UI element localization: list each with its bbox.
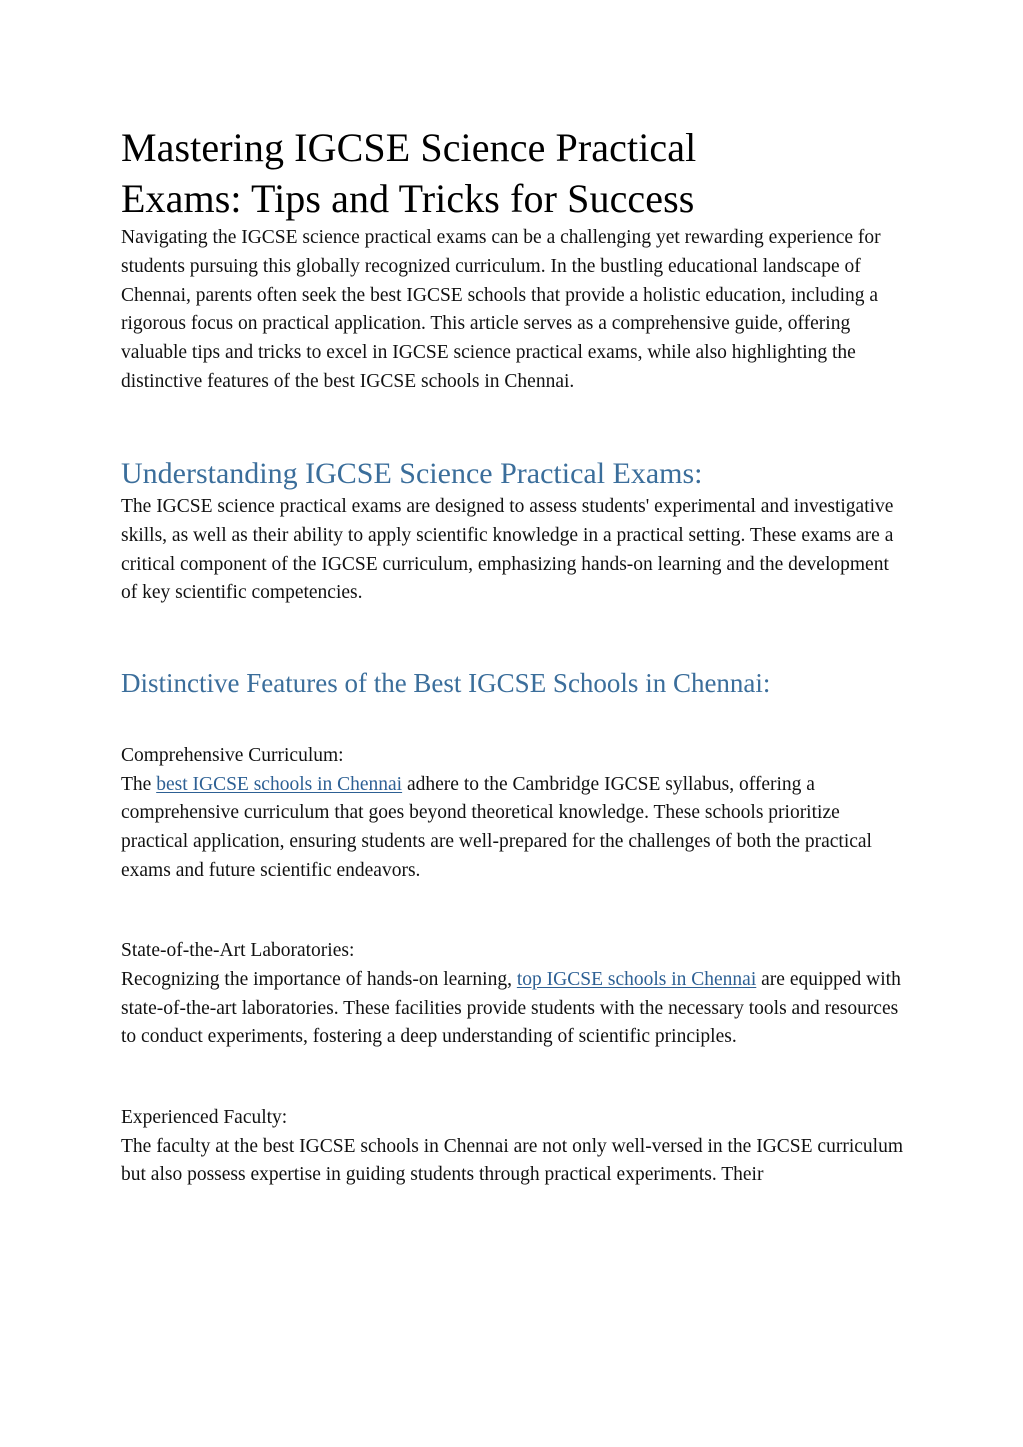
paragraph-state-of-the-art-laboratories: [121, 966, 903, 1052]
intro-paragraph: Navigating the IGCSE science practical exams can be a challenging yet rewarding experience for students pursuing this globally recognized curriculum. In the bustling educational landscape of Chennai, parents often seek the best IGCSE schools that provide a holistic education, including a rigorous focus on practical application. This article serves as a comprehensive guide, offering valuable tips and tricks to excel in IGCSE science practical exams, while also highlighting the distinctive features of the best IGCSE schools in Chennai.: [121, 227, 881, 392]
link-best-igcse-schools-in-chennai[interactable]: best IGCSE schools in Chennai: [156, 773, 403, 795]
paragraph-text-lead: Recognizing the importance of hands-on learning,: [121, 968, 517, 990]
subheading-comprehensive-curriculum: Comprehensive Curriculum:: [121, 745, 344, 767]
paragraph-comprehensive-curriculum: [121, 771, 903, 886]
section-heading-understanding: Understanding IGCSE Science Practical Exams:: [121, 457, 703, 491]
paragraph-experienced-faculty: The faculty at the best IGCSE schools in Chennai are not only well-versed in the IGCSE curriculum but also possess expertise in guiding students through practical experiments. Their: [121, 1135, 903, 1186]
subheading-experienced-faculty: Experienced Faculty:: [121, 1106, 288, 1128]
paragraph-text-tail: adhere to the Cambridge IGCSE syllabus, offering a comprehensive curriculum that goes beyond theoretical knowledge. These schools prioritize practical application, ensuring students are well-prepared for the challenges of both the practical exams and future scientific endeavors.: [121, 773, 872, 881]
paragraph-text-lead: The: [121, 773, 157, 795]
subheading-state-of-the-art-laboratories: State-of-the-Art Laboratories:: [121, 940, 355, 962]
document-content: [121, 122, 903, 1190]
link-top-igcse-schools-in-chennai[interactable]: top IGCSE schools in Chennai: [516, 968, 757, 990]
paragraph-text-tail: are equipped with state-of-the-art laboratories. These facilities provide students with the necessary tools and resources to conduct experiments, fostering a deep understanding of scientific principles.: [121, 968, 901, 1048]
section-heading-distinctive-features: Distinctive Features of the Best IGCSE Schools in Chennai:: [121, 667, 771, 698]
section-paragraph-understanding: The IGCSE science practical exams are designed to assess students' experimental and investigative skills, as well as their ability to apply scientific knowledge in a practical setting. These exams are a critical component of the IGCSE curriculum, emphasizing hands-on learning and the development of key scientific competencies.: [121, 496, 894, 604]
page-title: Mastering IGCSE Science Practical Exams: Tips and Tricks for Success: [121, 125, 697, 222]
